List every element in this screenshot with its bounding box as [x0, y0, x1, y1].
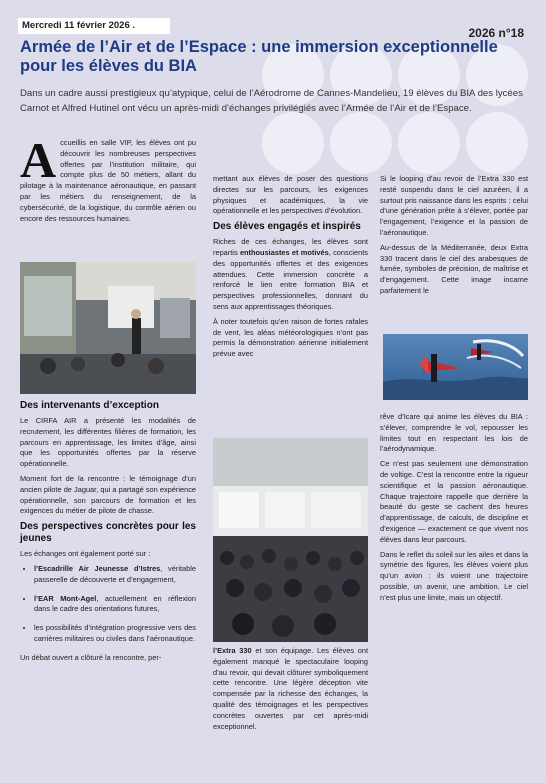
article-intro: Dans un cadre aussi prestigieux qu’atypique, celui de l’Aérodrome de Cannes-Mandelieu, 19 élèves du BIA des lycées Carnot et Alfred Hutinel ont vécu un après-midi d’échanges privilégiés avec l’Armée de l’Air et de l’Espace.	[20, 88, 523, 114]
paragraph: Riches de ces échanges, les élèves sont repartis enthousiastes et motivés, conscients des opportunités offertes et des exigences attendues. Cette immersion concrète a renforcé le lien entre formation BIA et perspectives professionnelles, donnant du sens aux apprentissages théoriques.	[213, 237, 368, 311]
paragraph: Accueillis en salle VIP, les élèves ont pu découvrir les nombreuses perspectives offertes par l’institution militaire, qui compte plus de 50 métiers, allant du pilotage à la maintenance aéronautique, en passant par les métiers du renseignement, de la cybersécurité, de la logistique, du contrôle aérien ou encore des ressources humaines.	[20, 132, 196, 223]
paragraph: Moment fort de la rencontre : le témoignage d’un ancien pilote de Jaguar, qui a partagé son expérience opérationnelle, son parcours de formation et les exigences du métier de pilote de chasse.	[20, 473, 196, 516]
decor-bubble	[262, 112, 324, 174]
conference-room-photo	[20, 262, 196, 394]
paragraph: Un débat ouvert a clôturé la rencontre, per-	[20, 652, 162, 662]
column-2-lower	[213, 646, 368, 736]
aerobatic-planes-photo	[383, 334, 528, 400]
topics-list	[20, 564, 196, 645]
decor-bubble	[330, 112, 392, 174]
list-item: • les possibilités d’intégration progressive vers des carrières militaires ou civiles dans l’aéronautique.	[34, 623, 196, 645]
paragraph: Le CIRFA AIR a présenté les modalités de recrutement, les différentes filières de formation, les parcours en apprentissage, les limites d’âge, ainsi que les opportunités offertes par la réserve opérationnelle.	[20, 416, 196, 469]
column-3	[380, 174, 528, 301]
paragraph: Dans le reflet du soleil sur les ailes et dans la symétrie des figures, les élèves voient plus qu’un avion : ils voient une trajectoire possible, un avenir, une ambition. Le ciel n’est plus une limite, mais un objectif.	[380, 549, 528, 602]
paragraph: l’Extra 330 et son équipage. Les élèves ont également manqué le spectaculaire looping d’au revoir, qui devait clôturer symboliquement cette rencontre. Une légère déception vite compensée par la richesse des échanges, la qualité des témoignages et les perspectives concrètes ouvertes par cet après-midi exceptionnel.	[213, 646, 368, 731]
drop-cap: A	[20, 132, 57, 188]
column-1	[20, 132, 196, 264]
column-3-lower	[380, 412, 528, 608]
article-title: Armée de l’Air et de l’Espace : une immersion exceptionnelle pour les élèves du BIA	[20, 38, 498, 75]
paragraph: Au-dessus de la Méditerranée, deux Extra 330 tracent dans le ciel des arabesques de fumée, symboles de précision, de maîtrise et d’engagement. Cette image incarne parfaitement le	[380, 242, 528, 295]
issue-number: 2026 n°18	[468, 26, 524, 40]
section-heading: Des perspectives concrètes pour les jeunes	[20, 521, 196, 545]
section-heading: Des élèves engagés et inspirés	[213, 221, 361, 233]
paragraph: Ce n’est pas seulement une démonstration de voltige. C’est la rencontre entre la rigueur scientifique et la passion aéronautique. Chaque trajectoire rappelle que derrière la beauté du geste se cachent des heures d’apprentissage, de calculs, de discipline et d’exigence — exactement ce que vivent nos élèves dans leur parcours.	[380, 459, 528, 544]
auditorium-photo	[213, 438, 368, 642]
list-item: • l’Escadrille Air Jeunesse d’Istres, véritable passerelle de découverte et d’engagement,	[34, 564, 196, 586]
date-label: Mercredi 11 février 2026 .	[18, 18, 170, 34]
column-2	[213, 174, 368, 364]
paragraph: À noter toutefois qu’en raison de fortes rafales de vent, les aléas météorologiques n’ont pas permis la démonstration aérienne initialement prévue avec	[213, 316, 368, 359]
paragraph: Si le looping d’au revoir de l’Extra 330 est resté suspendu dans le ciel azuréen, il a surtout pris naissance dans les esprits : celui d’une génération prête à s’élever, portée par l’engagement, l’exigence et la passion de l’aéronautique.	[380, 174, 528, 237]
paragraph: rêve d’Icare qui anime les élèves du BIA : s’élever, comprendre le vol, repousser les limites tout en respectant les lois de l’aérodynamique.	[380, 412, 528, 454]
list-item: • l’EAR Mont-Agel, actuellement en réflexion dans le cadre des orientations futures,	[34, 594, 196, 616]
paragraph: mettant aux élèves de poser des questions directes sur les parcours, les exigences physiques et académiques, la vie opérationnelle et les perspectives d’évolution.	[213, 174, 368, 216]
paragraph: Les échanges ont également porté sur :	[20, 549, 151, 559]
column-1-lower	[20, 396, 196, 668]
decor-bubble	[398, 112, 460, 174]
decor-bubble	[466, 112, 528, 174]
section-heading: Des intervenants d’exception	[20, 400, 159, 411]
